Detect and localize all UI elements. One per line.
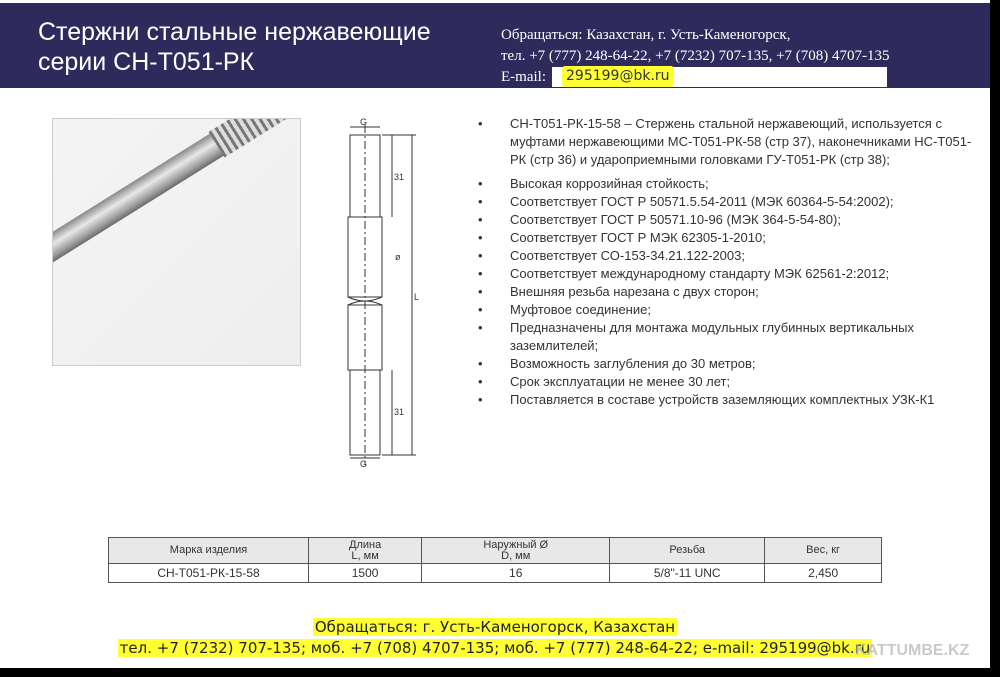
column-header: Резьба — [610, 538, 765, 564]
contact-address: Обращаться: Казахстан, г. Усть-Каменогорск, — [501, 27, 791, 43]
table-cell: СН-Т051-РК-15-58 — [109, 564, 309, 583]
page-title — [38, 17, 431, 77]
footer-contacts — [0, 639, 990, 657]
list-item: • Поставляется в составе устройств заземляющих комплектных УЗК-К1 — [478, 391, 978, 409]
footer-address-text: Обращаться: г. Усть-Каменогорск, Казахстан — [314, 618, 676, 636]
list-item: • Срок эксплуатации не менее 30 лет; — [478, 373, 978, 391]
label-31-top: 31 — [394, 172, 405, 182]
list-item: • Предназначены для монтажа модульных глубинных вертикальных заземлителей; — [478, 319, 978, 355]
rod-image — [52, 118, 301, 283]
list-item: • Соответствует ГОСТ Р МЭК 62305-1-2010; — [478, 229, 978, 247]
list-item: • Соответствует СО-153-34.21.122-2003; — [478, 247, 978, 265]
list-item: • Соответствует ГОСТ Р 50571.5.54-2011 (МЭК 60364-5-54:2002); — [478, 193, 978, 211]
watermark: KATTUMBE.KZ — [855, 642, 970, 659]
list-item: • Муфтовое соединение; — [478, 301, 978, 319]
table-cell: 5/8"-11 UNC — [610, 564, 765, 583]
spec-table — [108, 537, 882, 583]
header-contact — [501, 25, 890, 88]
list-item: • Высокая коррозийная стойкость; — [478, 175, 978, 193]
table-row — [109, 564, 882, 583]
column-header: Вес, кг — [765, 538, 882, 564]
column-header: Наружный Ø D, мм — [422, 538, 610, 564]
label-31-bottom: 31 — [394, 407, 405, 417]
list-item: • Возможность заглубления до 30 метров; — [478, 355, 978, 373]
email-box — [552, 67, 887, 87]
rod-thread — [209, 118, 301, 158]
label-length: L — [414, 292, 420, 302]
table-cell: 2,450 — [765, 564, 882, 583]
title-line-2: серии СН-Т051-РК — [38, 48, 255, 76]
table-cell: 16 — [422, 564, 610, 583]
list-item: • СН-Т051-РК-15-58 – Стержень стальной нержавеющий, используется с муфтами нержавеющими МС-Т051-РК-58 (стр 37), наконечниками НС-Т051-РК (стр 36) и удароприемными головками ГУ-Т051-РК (стр 38); — [478, 115, 978, 169]
column-header: Длина L, мм — [309, 538, 422, 564]
footer-address — [0, 618, 990, 636]
footer-contacts-text: тел. +7 (7232) 707-135; моб. +7 (708) 4707-135; моб. +7 (777) 248-64-22; e-mail: 295199@bk.ru — [119, 639, 871, 657]
feature-list — [478, 115, 978, 409]
email-label: E-mail: — [501, 69, 546, 85]
rod-photo — [52, 118, 301, 366]
title-line-1: Стержни стальные нержавеющие — [38, 18, 431, 46]
list-item: • Соответствует международному стандарту МЭК 62561-2:2012; — [478, 265, 978, 283]
list-item: • Соответствует ГОСТ Р 50571.10-96 (МЭК 364-5-54-80); — [478, 211, 978, 229]
table-cell: 1500 — [309, 564, 422, 583]
contact-phones: тел. +7 (777) 248-64-22, +7 (7232) 707-135, +7 (708) 4707-135 — [501, 48, 890, 64]
label-diameter: ø — [395, 252, 401, 262]
email-link[interactable]: 295199@bk.ru — [562, 66, 674, 87]
list-item: • Внешняя резьба нарезана с двух сторон; — [478, 283, 978, 301]
header — [0, 0, 990, 88]
label-g-bottom: G — [360, 459, 368, 469]
table-header-row — [109, 538, 882, 564]
label-g: G — [360, 117, 368, 127]
rod-technical-drawing — [330, 115, 425, 480]
column-header: Марка изделия — [109, 538, 309, 564]
